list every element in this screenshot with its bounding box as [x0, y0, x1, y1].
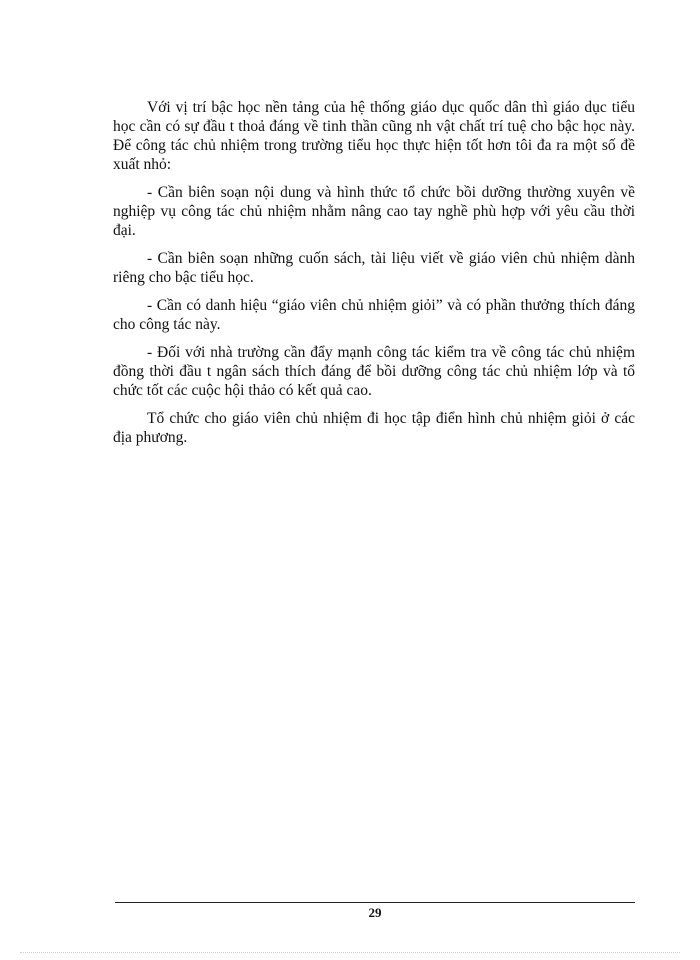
paragraph-proposal-training: - Cần biên soạn nội dung và hình thức tổ chức bồi dưỡng thường xuyên về nghiệp vụ công tác chủ nhiệm nhằm nâng cao tay nghề phù hợp với yêu cầu thời đại. — [113, 184, 635, 239]
page-body — [113, 98, 635, 456]
paragraph-proposal-school: - Đối với nhà trường cần đẩy mạnh công tác kiểm tra về công tác chủ nhiệm đồng thời đầu t ngân sách thích đáng để bồi dưỡng công tác chủ nhiệm lớp và tổ chức tốt các cuộc hội thảo có kết quả cao. — [113, 344, 635, 399]
paragraph-intro: Với vị trí bậc học nền tảng của hệ thống giáo dục quốc dân thì giáo dục tiểu học cần có sự đầu t thoả đáng về tinh thần cũng nh vật chất trí tuệ cho bậc học này. Để công tác chủ nhiệm trong trường tiểu học thực hiện tốt hơn tôi đa ra một số đề xuất nhỏ: — [113, 99, 635, 173]
page-edge-dotted-line — [20, 952, 680, 953]
paragraph-conclusion: Tổ chức cho giáo viên chủ nhiệm đi học tập điển hình chủ nhiệm giỏi ở các địa phương. — [113, 410, 635, 446]
footer-divider — [115, 902, 635, 903]
paragraph-proposal-books: - Cần biên soạn những cuốn sách, tài liệu viết về giáo viên chủ nhiệm dành riêng cho bậc tiểu học. — [113, 250, 635, 286]
paragraph-proposal-award: - Cần có danh hiệu “giáo viên chủ nhiệm giỏi” và có phần thưởng thích đáng cho công tác này. — [113, 297, 635, 333]
page-number: 29 — [368, 905, 382, 920]
